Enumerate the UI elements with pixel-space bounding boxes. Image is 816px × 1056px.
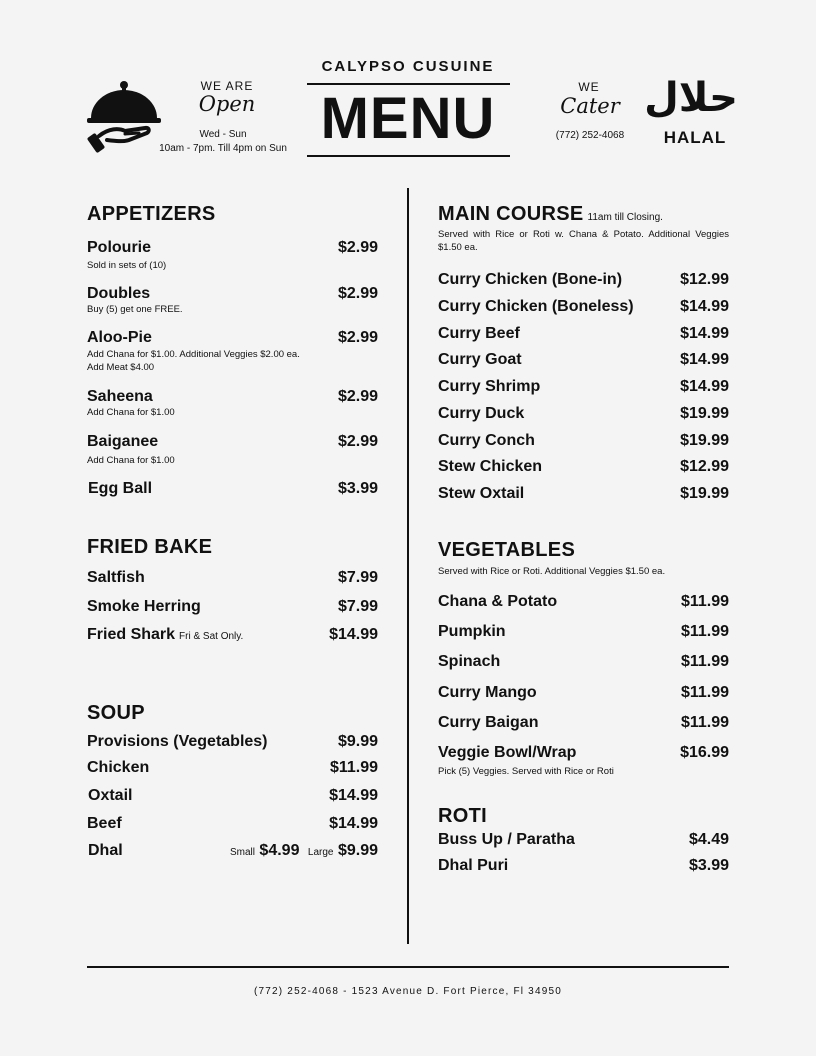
menu-item-price: $2.99 [337,239,378,256]
menu-item-name: Curry Duck [438,405,525,422]
halal-logo: حلال [644,75,738,121]
cater-script: Cater [560,94,620,118]
menu-item-price: $2.99 [337,433,378,450]
menu-item-price: $14.99 [329,626,378,643]
menu-item-name: Curry Chicken (Bone-in) [438,271,623,288]
page-title: MENU [320,86,496,151]
menu-item-name: Buss Up / Paratha [438,831,575,848]
menu-item-price: $11.99 [329,759,378,776]
menu-item-note: Add Chana for $1.00 [87,407,175,418]
menu-item-name: Stew Oxtail [438,485,525,502]
menu-item-price: $19.99 [680,405,729,422]
menu-item-price: $14.99 [680,325,729,342]
menu-item-price: $14.99 [680,378,729,395]
menu-item-name: Dhal Puri [438,857,509,874]
menu-item-name: Curry Shrimp [438,378,541,395]
menu-item-price: $16.99 [680,744,729,761]
menu-item-name: Oxtail [88,787,133,804]
menu-item-name: Aloo-Pie [87,329,152,346]
menu-item-price: $12.99 [680,271,729,288]
menu-item-note: Add Chana for $1.00 [87,455,175,466]
we-label: WE [578,80,600,94]
menu-item-price: $11.99 [680,623,729,640]
brand-name: CALYPSO CUSUINE [321,58,495,75]
menu-item-name-text: Fried Shark [87,626,176,643]
section-title-main-course [438,203,663,226]
menu-item-name: Saltfish [87,569,145,586]
menu-item-name: Stew Chicken [438,458,543,475]
small-label: Small [229,847,255,858]
menu-item-price: $4.49 [688,831,729,848]
menu-item-name: Polourie [87,239,152,256]
section-title-roti: ROTI [438,805,487,827]
section-aside: 11am till Closing. [587,212,663,223]
menu-item-price: $14.99 [329,787,378,804]
menu-item-name: Dhal [88,842,123,859]
menu-item-price: $11.99 [680,714,729,731]
menu-item-price: $11.99 [680,684,729,701]
title-rule-top [307,83,510,85]
we-are-label: WE ARE [200,79,254,93]
menu-item-price: $3.99 [688,857,729,874]
menu-item-name: Veggie Bowl/Wrap [438,744,577,761]
section-note: Served with Rice or Roti. Additional Veggies $1.50 ea. [438,566,666,577]
menu-item-price: $12.99 [680,458,729,475]
menu-item-name: Provisions (Vegetables) [87,733,268,750]
section-title-fried-bake: FRIED BAKE [87,536,213,558]
menu-item-price: $19.99 [680,432,729,449]
menu-item-name: Saheena [87,388,153,405]
section-note: Served with Rice or Roti w. Chana & Potato. Additional Veggies $1.50 ea. [438,229,729,253]
menu-item-note: Sold in sets of (10) [87,260,167,271]
menu-item-price: $2.99 [337,285,378,302]
menu-item-name: Curry Beef [438,325,520,342]
menu-item-price: $2.99 [337,329,378,346]
menu-item-name: Chicken [87,759,150,776]
menu-item-price: $2.99 [337,388,378,405]
menu-item-note: Pick (5) Veggies. Served with Rice or Roti [438,766,614,777]
menu-item-name: Curry Chicken (Boneless) [438,298,634,315]
dhal-size-prices [200,842,378,860]
section-title-vegetables: VEGETABLES [438,539,576,561]
menu-item-name: Doubles [87,285,151,302]
header-phone: (772) 252-4068 [555,130,625,141]
footer-rule [87,966,729,968]
menu-item-name: Smoke Herring [87,598,201,615]
menu-item-price: $3.99 [337,480,378,497]
menu-item-price: $14.99 [680,351,729,368]
section-title-appetizers: APPETIZERS [87,203,216,225]
open-days: Wed - Sun [199,129,247,140]
menu-item-name: Pumpkin [438,623,506,640]
menu-item-price: $11.99 [680,593,729,610]
menu-item-name: Beef [87,815,122,832]
menu-item-price: $7.99 [337,598,378,615]
menu-item-note: Add Meat $4.00 [87,362,155,373]
menu-item-name: Chana & Potato [438,593,558,610]
section-title-text: MAIN COURSE [438,203,584,225]
menu-item-aside: Fri & Sat Only. [179,631,244,642]
footer-contact: (772) 252-4068 - 1523 Avenue D. Fort Pierce, Fl 34950 [253,986,562,997]
column-divider [407,188,409,944]
menu-item-price: $11.99 [680,653,729,670]
menu-item-name: Curry Baigan [438,714,539,731]
menu-item-note: Buy (5) get one FREE. [87,304,183,315]
menu-item-name: Egg Ball [88,480,153,497]
menu-item-name: Curry Goat [438,351,522,368]
menu-item-note: Add Chana for $1.00. Additional Veggies $2.00 ea. [87,349,300,360]
menu-item-price: $19.99 [680,485,729,502]
menu-item-name: Curry Conch [438,432,535,449]
menu-item-price: $9.99 [337,733,378,750]
large-label: Large [307,847,334,858]
menu-item-price: $14.99 [680,298,729,315]
halal-label: HALAL [663,128,727,147]
large-price: $9.99 [337,842,378,859]
section-title-soup: SOUP [87,702,145,724]
menu-item-name [87,626,243,644]
menu-item-name: Spinach [438,653,501,670]
menu-item-name: Curry Mango [438,684,537,701]
menu-item-price: $7.99 [337,569,378,586]
open-script: Open [198,92,256,116]
menu-item-name: Baiganee [87,433,159,450]
small-price: $4.99 [259,842,300,859]
menu-item-price: $14.99 [329,815,378,832]
open-hours: 10am - 7pm. Till 4pm on Sun [159,143,287,154]
title-rule-bottom [307,155,510,157]
